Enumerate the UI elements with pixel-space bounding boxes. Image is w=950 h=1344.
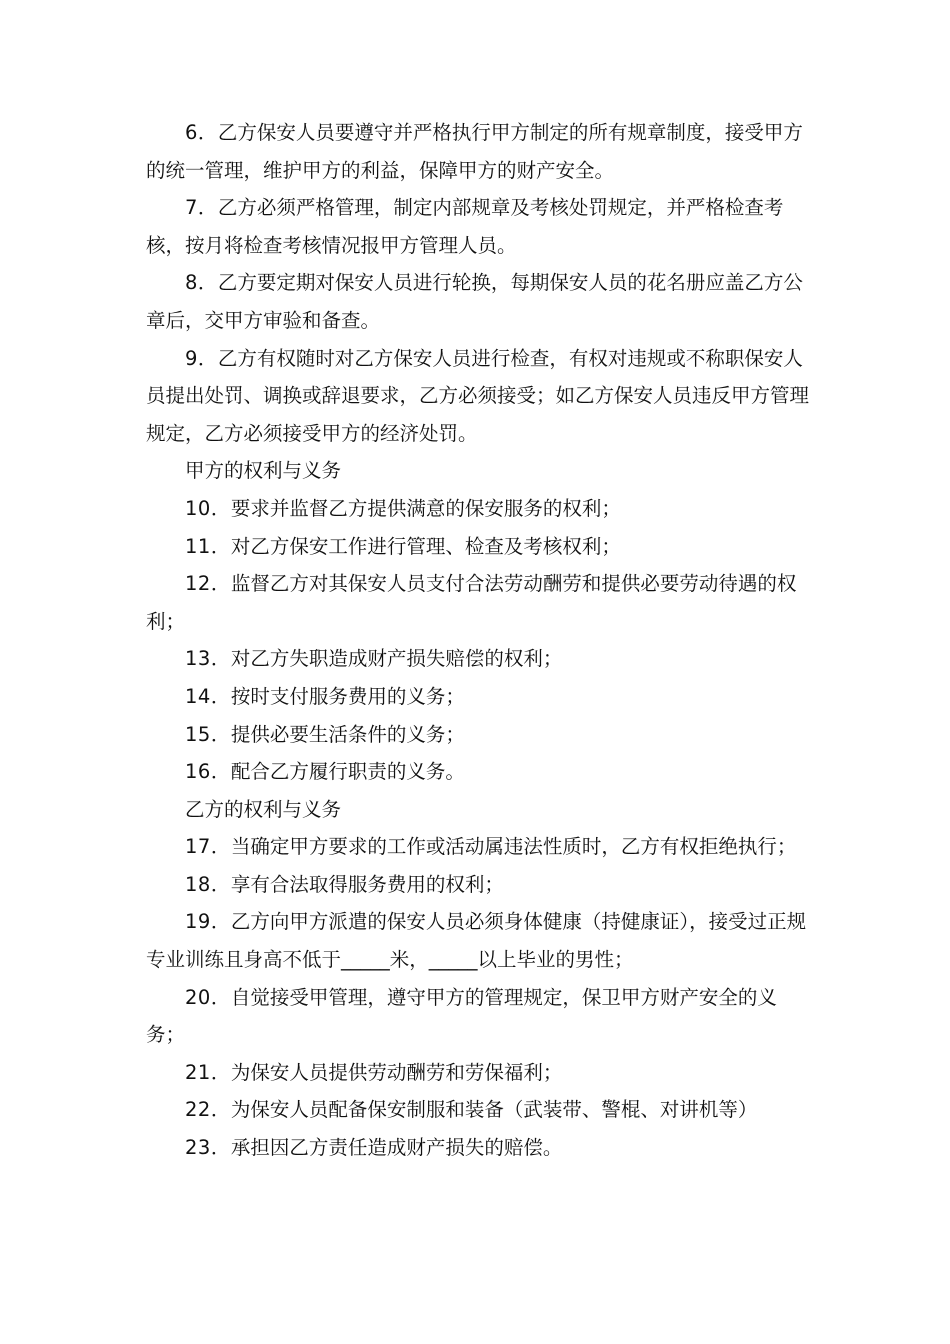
clause-number: 18． [185, 872, 231, 896]
clause-text: 乙方有权随时对乙方保安人员进行检查，有权对违规或不称职保安人员提出处罚、调换或辞退要求，乙方必须接受；如乙方保安人员违反甲方管理规定，乙方必须接受甲方的经济处罚。 [146, 346, 810, 445]
clause-number: 19． [185, 910, 231, 934]
clause-10 [146, 490, 814, 528]
clause-text: 提供必要生活条件的义务； [230, 722, 465, 746]
clause-18 [146, 866, 814, 904]
clause-23 [146, 1129, 814, 1167]
clause-number: 9． [185, 346, 218, 370]
clause-text: 按时支付服务费用的义务； [230, 684, 465, 708]
clause-text: 乙方要定期对保安人员进行轮换，每期保安人员的花名册应盖乙方公章后，交甲方审验和备查。 [146, 271, 803, 332]
clause-number: 10． [185, 496, 231, 520]
clause-12 [146, 565, 814, 640]
clause-number: 8． [185, 271, 218, 295]
section-heading-party-b [146, 791, 814, 829]
clause-number: 12． [185, 572, 231, 596]
clause-text: 当确定甲方要求的工作或活动属违法性质时，乙方有权拒绝执行； [230, 835, 797, 859]
clause-text: 为保安人员配备保安制服和装备（武装带、警棍、对讲机等） [230, 1098, 758, 1122]
clause-13 [146, 640, 814, 678]
document-body [146, 114, 814, 1167]
clause-text: 为保安人员提供劳动酬劳和劳保福利； [230, 1060, 563, 1084]
section-heading-text: 乙方的权利与义务 [185, 797, 342, 821]
clause-21 [146, 1054, 814, 1092]
clause-text: 乙方必须严格管理，制定内部规章及考核处罚规定，并严格检查考核，按月将检查考核情况报甲方管理人员。 [146, 196, 784, 257]
clause-text: 要求并监督乙方提供满意的保安服务的权利； [230, 496, 621, 520]
clause-number: 20． [185, 985, 231, 1009]
clause-number: 21． [185, 1060, 231, 1084]
clause-text: 乙方保安人员要遵守并严格执行甲方制定的所有规章制度，接受甲方的统一管理，维护甲方的利益，保障甲方的财产安全。 [146, 121, 803, 182]
clause-8 [146, 264, 814, 339]
clause-number: 6． [185, 121, 218, 144]
clause-number: 13． [185, 647, 231, 671]
clause-7 [146, 189, 814, 264]
clause-text: 承担因乙方责任造成财产损失的赔偿。 [230, 1136, 563, 1160]
clause-text: 自觉接受甲管理，遵守甲方的管理规定，保卫甲方财产安全的义务； [146, 985, 777, 1047]
clause-16 [146, 753, 814, 791]
clause-19 [146, 903, 814, 978]
clause-number: 15． [185, 722, 231, 746]
section-heading-text: 甲方的权利与义务 [185, 459, 342, 483]
clause-text: 配合乙方履行职责的义务。 [230, 760, 465, 784]
clause-17 [146, 828, 814, 866]
clause-9 [146, 340, 814, 453]
clause-number: 11． [185, 534, 231, 558]
clause-14 [146, 678, 814, 716]
clause-20 [146, 979, 814, 1054]
clause-number: 22． [185, 1098, 231, 1122]
clause-15 [146, 716, 814, 754]
clause-number: 17． [185, 835, 231, 859]
clause-22 [146, 1091, 814, 1129]
clause-11 [146, 528, 814, 566]
clause-number: 23． [185, 1136, 231, 1160]
clause-number: 16． [185, 760, 231, 784]
clause-6 [146, 114, 814, 189]
clause-number: 7． [185, 196, 218, 220]
clause-number: 14． [185, 684, 231, 708]
clause-text: 乙方向甲方派遣的保安人员必须身体健康（持健康证），接受过正规专业训练且身高不低于_____米，_____以上毕业的男性； [146, 910, 807, 972]
clause-text: 对乙方失职造成财产损失赔偿的权利； [230, 647, 563, 671]
clause-text: 享有合法取得服务费用的权利； [230, 872, 504, 896]
clause-text: 对乙方保安工作进行管理、检查及考核权利； [230, 534, 621, 558]
clause-text: 监督乙方对其保安人员支付合法劳动酬劳和提供必要劳动待遇的权利； [146, 572, 797, 633]
section-heading-party-a [146, 452, 814, 490]
